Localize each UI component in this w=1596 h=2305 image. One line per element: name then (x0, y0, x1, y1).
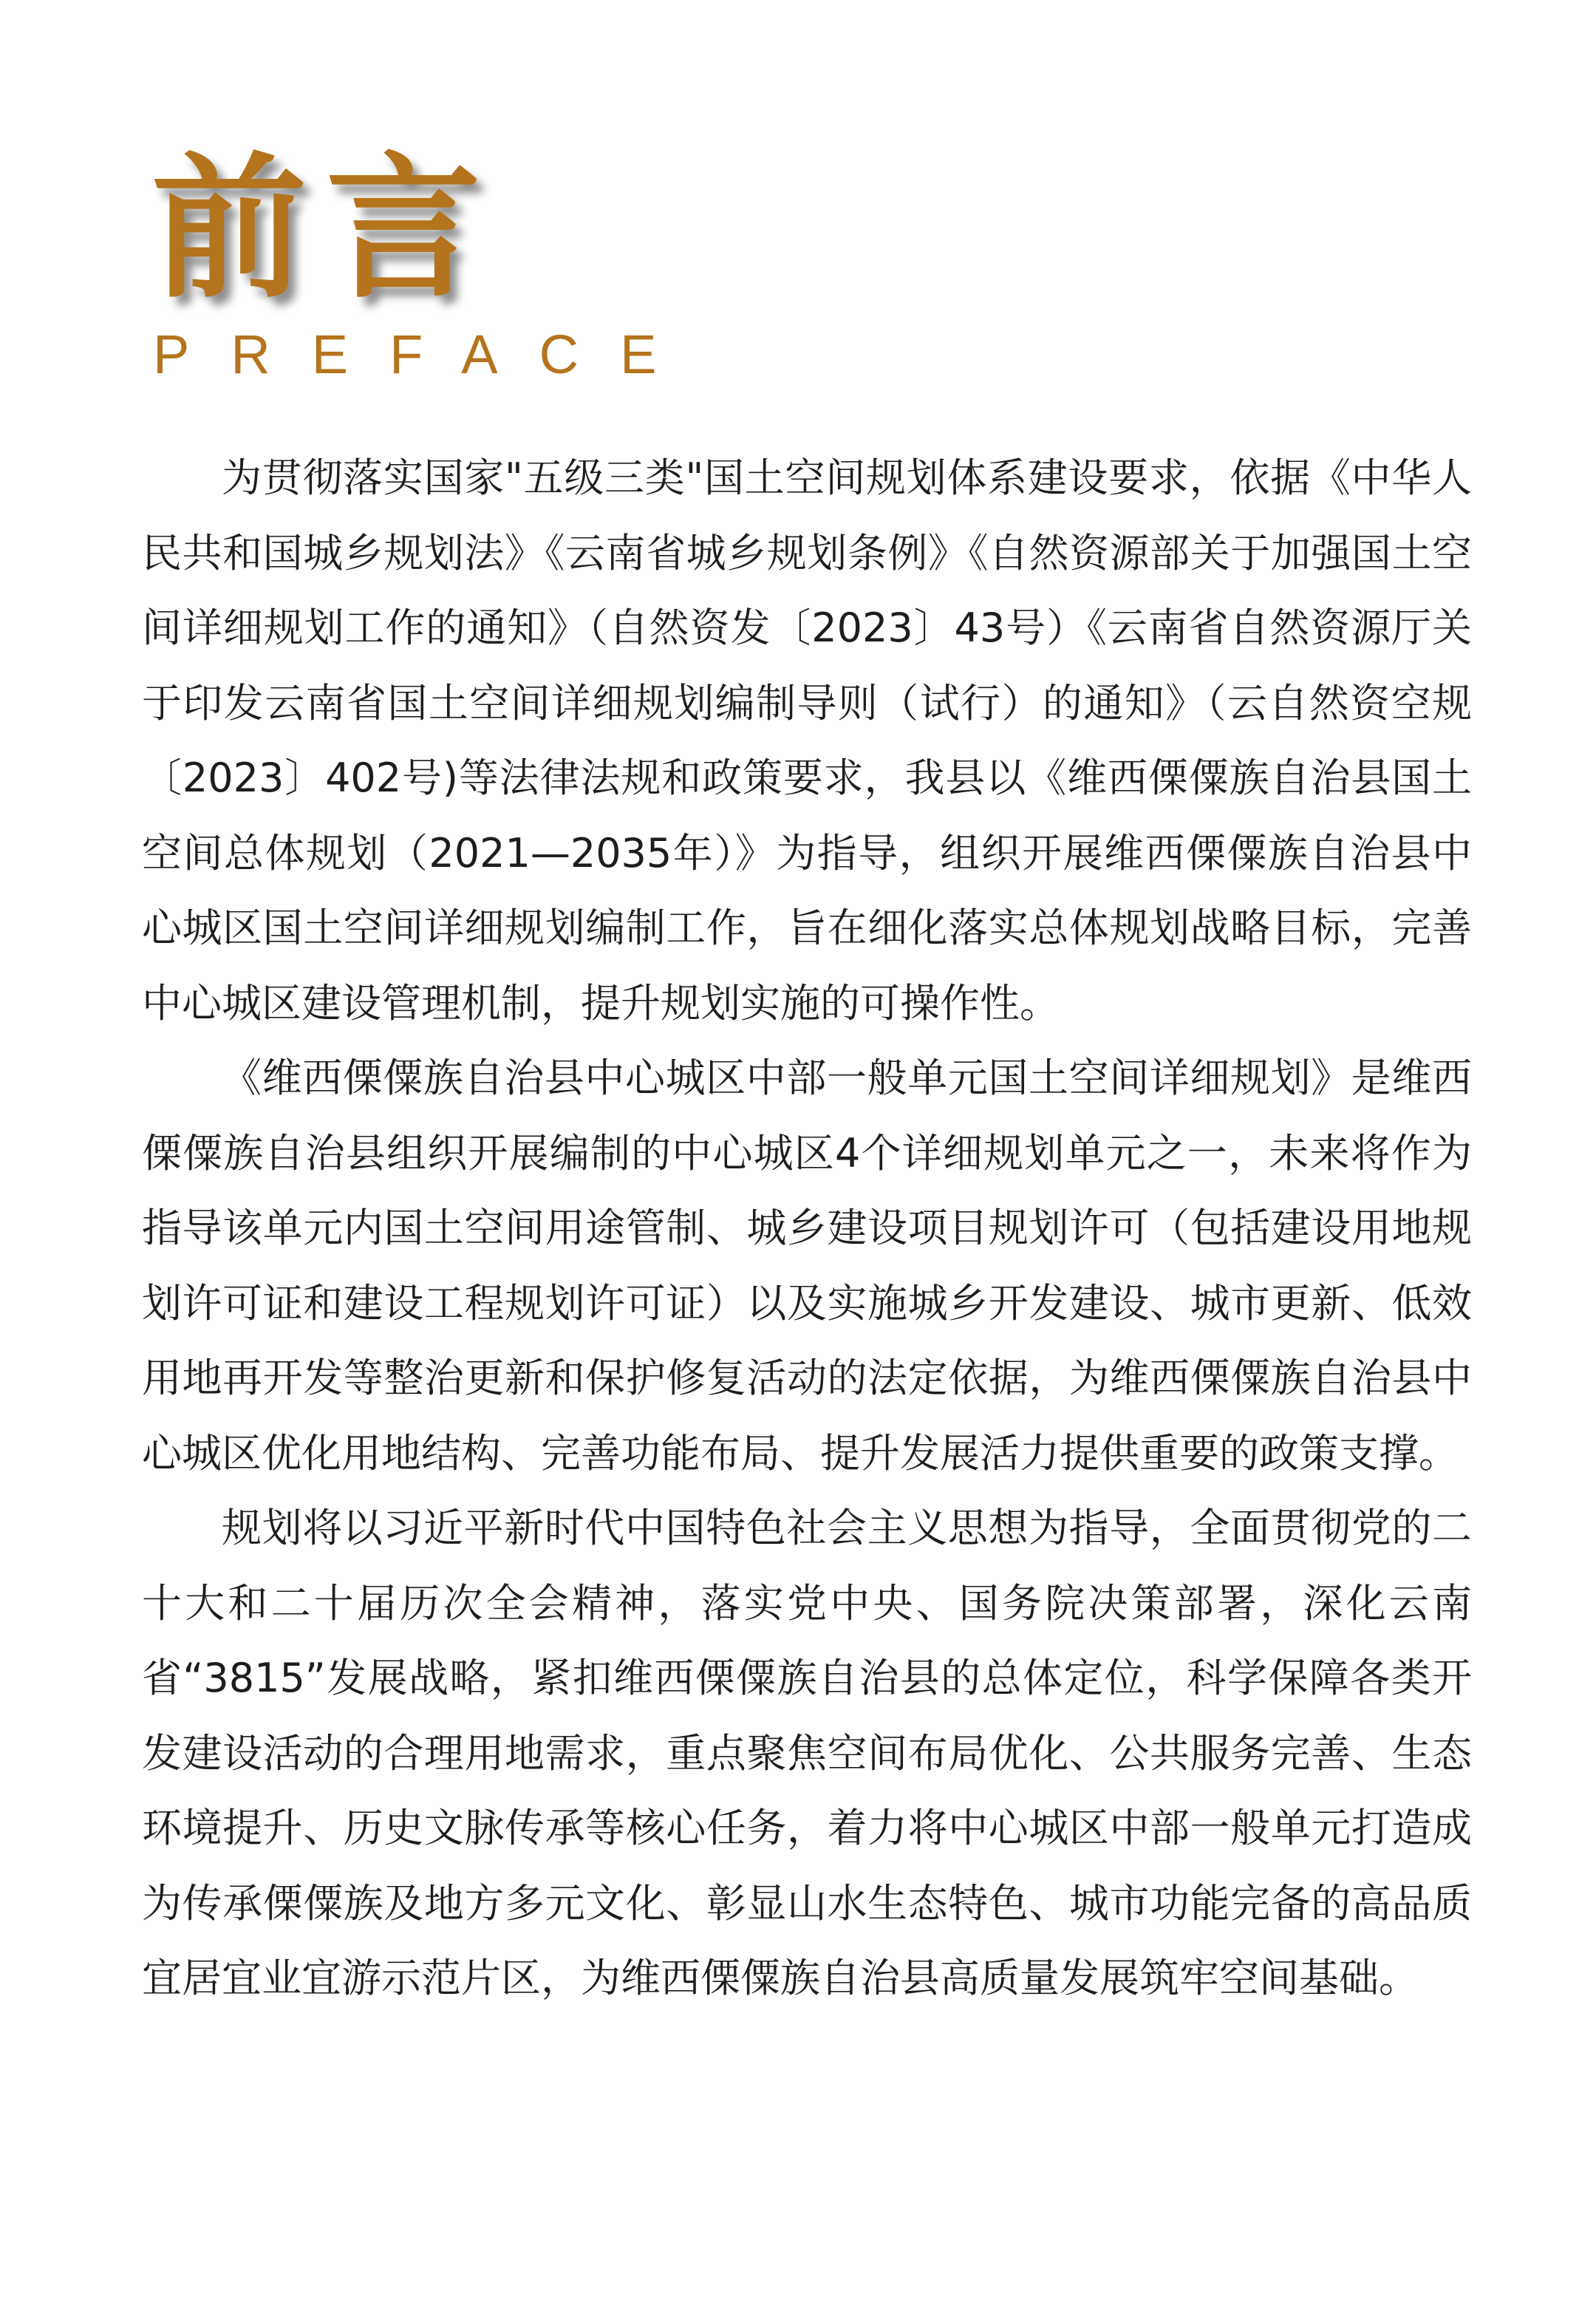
preface-body (142, 440, 1472, 2016)
paragraph-1: 为贯彻落实国家"五级三类"国土空间规划体系建设要求，依据《中华人民共和国城乡规划法》《云南省城乡规划条例》《自然资源部关于加强国土空间详细规划工作的通知》（自然资发〔2023〕43号）《云南省自然资源厅关于印发云南省国土空间详细规划编制导则（试行）的通知》（云自然资空规〔2023〕402号)等法律法规和政策要求，我县以《维西傈僳族自治县国土空间总体规划（2021—2035年）》为指导，组织开展维西傈僳族自治县中心城区国土空间详细规划编制工作，旨在细化落实总体规划战略目标，完善中心城区建设管理机制，提升规划实施的可操作性。 (142, 454, 1472, 1026)
paragraph-2: 《维西傈僳族自治县中心城区中部一般单元国土空间详细规划》是维西傈僳族自治县组织开展编制的中心城区4个详细规划单元之一，未来将作为指导该单元内国土空间用途管制、城乡建设项目规划许可（包括建设用地规划许可证和建设工程规划许可证）以及实施城乡开发建设、城市更新、低效用地再开发等整治更新和保护修复活动的法定依据，为维西傈僳族自治县中心城区优化用地结构、完善功能布局、提升发展活力提供重要的政策支撑。 (142, 1055, 1472, 1477)
page-title: 前言 (151, 138, 501, 319)
page-subtitle: PREFACE (153, 324, 698, 385)
preface-header (151, 138, 743, 388)
paragraph-3: 规划将以习近平新时代中国特色社会主义思想为指导，全面贯彻党的二十大和二十届历次全会精神，落实党中央、国务院决策部署，深化云南省“3815”发展战略，紧扣维西傈僳族自治县的总体定位，科学保障各类开发建设活动的合理用地需求，重点聚焦空间布局优化、公共服务完善、生态环境提升、历史文脉传承等核心任务，着力将中心城区中部一般单元打造成为传承傈僳族及地方多元文化、彰显山水生态特色、城市功能完备的高品质宜居宜业宜游示范片区，为维西傈僳族自治县高质量发展筑牢空间基础。 (142, 1505, 1472, 2001)
